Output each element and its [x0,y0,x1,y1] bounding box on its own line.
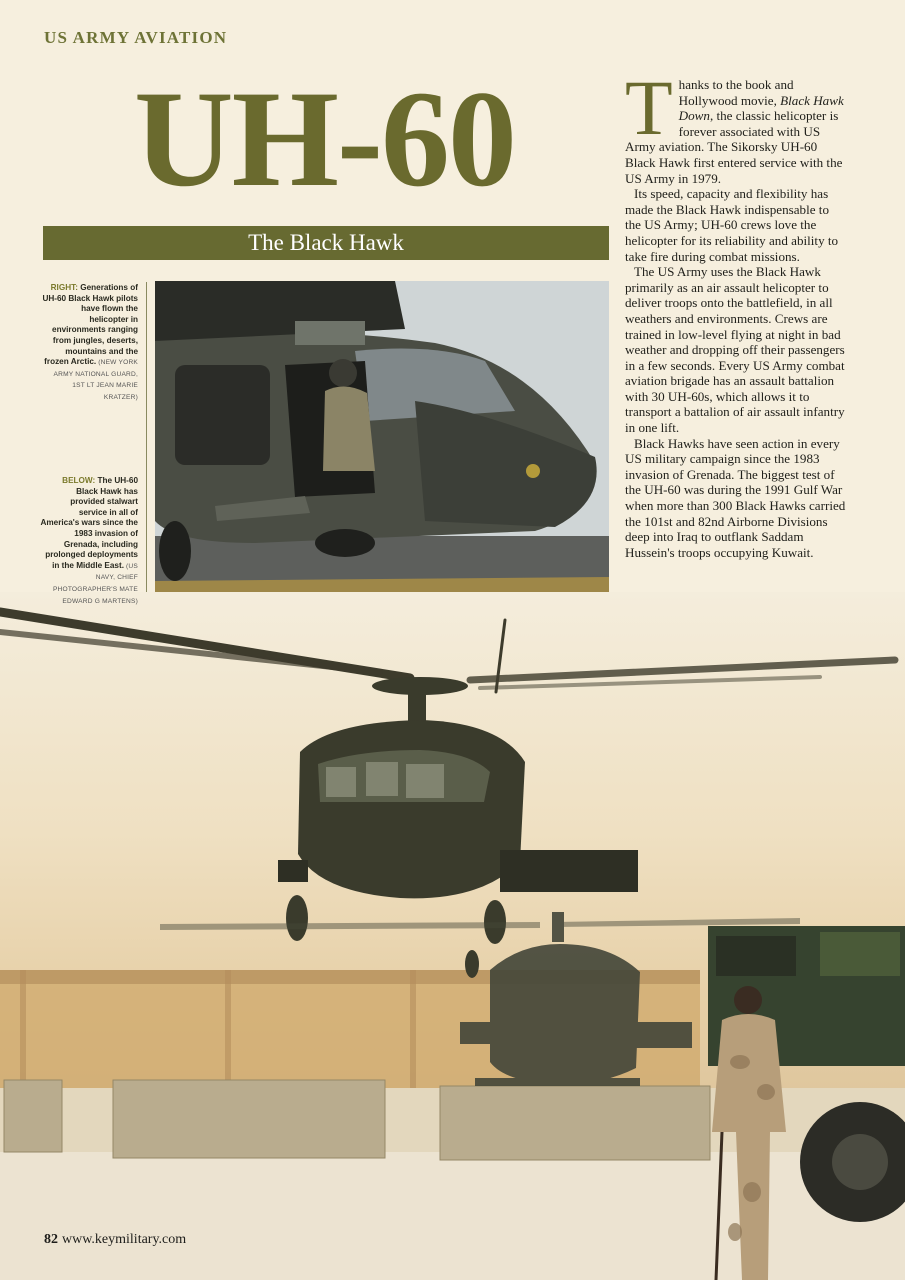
p1-text-b: , the classic helicopter is forever associated with US Army aviation. The Sikorsky UH-60 Black Hawk first entered service with the US Army in 1979. [625,108,843,186]
caption-right-text: Generations of UH-60 Black Hawk pilots have flown the helicopter in environments ranging from jungles, deserts, mountains and the frozen Arctic. [42,283,138,367]
caption-divider [146,282,147,592]
caption-right-credit: (NEW YORK ARMY NATIONAL GUARD, 1ST LT JEAN MARIE KRATZER) [53,359,138,401]
caption-right-lead: RIGHT: [50,283,78,292]
book-title: Black Hawk Down [678,92,844,124]
website-link[interactable]: www.keymilitary.com [62,1232,187,1247]
article-paragraph-3: The US Army uses the Black Hawk primarily as an air assault helicopter to deliver troops onto the battlefield, in all weathers and environments. Crews are trained in low-level flying at night in bad weather and dropping off their passengers in a few seconds. Every US Army combat aviation brigade has an assault battalion with 30 UH-60s, which allows it to transport a battalion of air assault infantry in one lift. [625,264,845,436]
page-title: UH-60 [134,62,515,215]
caption-below-credit: (US NAVY, CHIEF PHOTOGRAPHER'S MATE EDWARD G MARTENS) [52,562,138,605]
caption-below-lead: BELOW: [62,476,96,485]
page-number: 82 [44,1232,58,1247]
caption-below-text: The UH-60 Black Hawk has provided stalwart service in all of America's wars since the 1983 invasion of Grenada, including prolonged deployments in the Middle East. [40,476,138,570]
caption-right [40,283,138,404]
article-paragraph-2: Its speed, capacity and flexibility has made the Black Hawk indispensable to the US Army; UH-60 crews love the helicopter for its reliability and ability to take fire during combat missions. [625,186,839,264]
desert-helicopters-photo [0,592,905,1280]
cockpit-illustration [155,281,609,592]
article-paragraph-1 [625,64,847,186]
subtitle-bar: The Black Hawk [43,226,609,260]
drop-cap: T [625,64,673,151]
page-footer [44,1232,186,1248]
article-paragraph-4: Black Hawks have seen action in every US military campaign since the 1983 invasion of Grenada. The biggest test of the UH-60 was during the 1991 Gulf War when more than 300 Black Hawks carried the 101st and 82nd Airborne Divisions deep into Iraq to outflank Saddam Hussein's troops occupying Kuwait. [625,435,846,560]
caption-below [40,476,138,607]
article-body [625,64,847,560]
photo-illustration [0,592,905,1280]
p1-text-a: hanks to the book and Hollywood movie, [678,77,794,108]
cockpit-photo [155,281,609,592]
section-label: US ARMY AVIATION [44,28,228,47]
